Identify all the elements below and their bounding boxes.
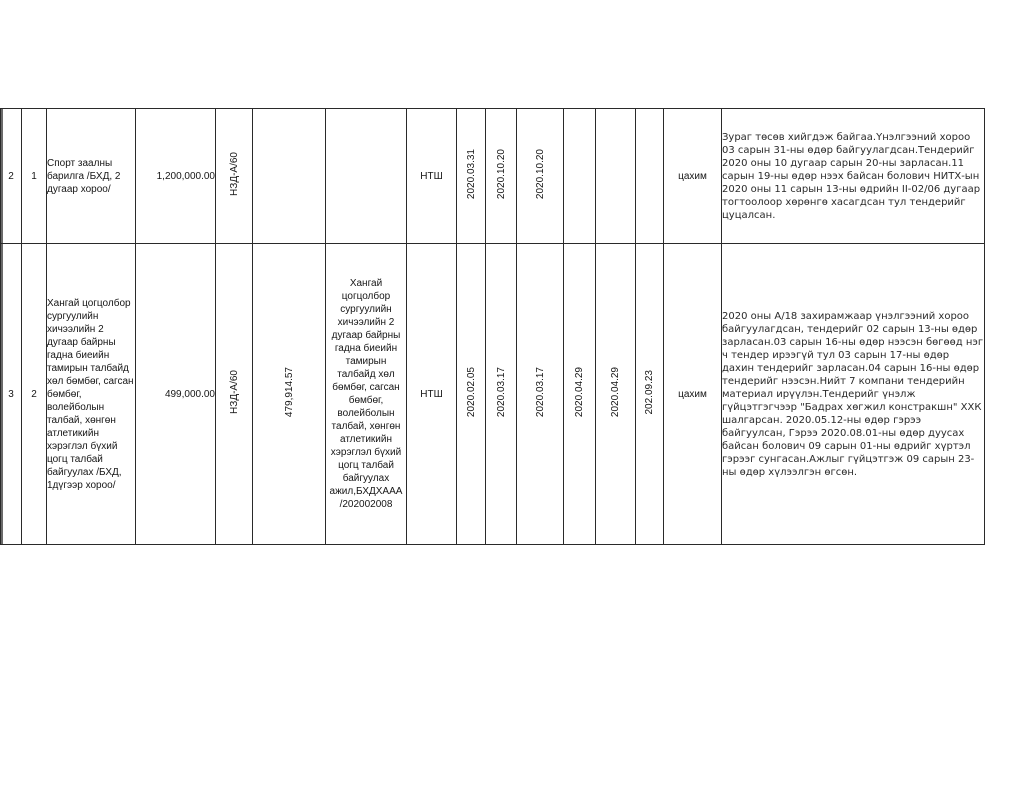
date-1: 2020.03.31 xyxy=(465,148,477,200)
order-code-cell xyxy=(216,109,253,244)
date-4: 2020.04.29 xyxy=(574,366,585,418)
date-3: 2020.10.20 xyxy=(534,148,546,200)
contract-amount-cell xyxy=(253,109,326,244)
date-6: 202.09.23 xyxy=(644,369,655,415)
order-code: НЗД-А/60 xyxy=(228,370,240,414)
procurement-mode: цахим xyxy=(664,109,722,244)
procurement-table xyxy=(0,108,985,545)
table-row xyxy=(1,244,985,545)
date-4-cell xyxy=(564,109,596,244)
date-3-cell xyxy=(517,109,564,244)
date-3-cell xyxy=(517,244,564,545)
date-5-cell xyxy=(596,109,636,244)
row-sub-number: 1 xyxy=(22,109,47,244)
date-2: 2020.03.17 xyxy=(495,366,507,418)
date-1-cell xyxy=(457,109,486,244)
date-2-cell xyxy=(486,244,517,545)
budget-amount: 499,000.00 xyxy=(136,244,216,545)
budget-amount: 1,200,000.00 xyxy=(136,109,216,244)
row-number: 2 xyxy=(1,109,22,244)
date-6-cell xyxy=(636,244,664,545)
project-name: Спорт заалны барилга /БХД, 2 дугаар хороо/ xyxy=(47,109,136,244)
status-note: Зураг төсөв хийгдэж байгаа.Үнэлгээний хороо 03 сарын 31-ны өдөр байгуулагдсан.Тендерийг 2020 оны 10 дугаар сарын 20-ны зарласан.11 сарын 19-ны өдөр нээх байсан болович НИТХ-ын 2020 оны 11 сарын 13-ны өдрийн II-02/06 дугаар тогтоолоор хөрөнгө хасагдсан тул тендерийг цуцалсан. xyxy=(722,109,985,244)
date-3: 2020.03.17 xyxy=(534,366,546,418)
order-code: НЗД-А/60 xyxy=(228,152,240,196)
procurement-method: НТШ xyxy=(407,109,457,244)
status-note: 2020 оны А/18 захирамжаар үнэлгээний хороо байгуулагдсан, тендерийг 02 сарын 13-ны өдөр зарласан.03 сарын 16-ны өдөр нээсэн бөгөөд нэг ч тендер ирээгүй тул 03 сарын 17-ны өдөр дахин тендерийг зарласан.04 сарын 16-ны өдөр тендерийг нээсэн.Нийт 7 компани тендерийн материал ирүүлэн.Тендерийг үнэлж гүйцэтгэгчээр "Бадрах хөгжил констракшн" ХХК шалгарсан. 2020.05.12-ны өдөр гэрээ байгуулсан, Гэрээ 2020.08.01-ны өдөр дуусах байсан болович 09 сарын 01-ны өдрийг хүртэл гэрээг сунгасан.Ажлыг гүйцэтгэж 09 сарын 23-ны өдөр хүлээлгэн өгсөн. xyxy=(722,244,985,545)
row-number: 3 xyxy=(1,244,22,545)
date-1-cell xyxy=(457,244,486,545)
date-1: 2020.02.05 xyxy=(465,366,477,418)
order-code-cell xyxy=(216,244,253,545)
date-4-cell xyxy=(564,244,596,545)
date-5: 2020.04.29 xyxy=(610,366,621,418)
procurement-mode: цахим xyxy=(664,244,722,545)
contract-description: Хангай цогцолбор сургуулийн хичээлийн 2 дугаар байрны гадна биеийн тамирын талбайд хөл бөмбөг, сагсан бөмбөг, волейболын талбай, хөнгөн атлетикийн хэрэглэл бүхий цогц талбай байгуулах ажил,БХДХААА /202002008 xyxy=(326,244,407,545)
row-sub-number: 2 xyxy=(22,244,47,545)
project-name: Хангай цогцолбор сургуулийн хичээлийн 2 дугаар байрны гадна биеийн тамирын талбайд хөл бөмбөг, сагсан бөмбөг, волейболын талбай, хөнгөн атлетикийн хэрэглэл бүхий цогц талбай байгуулах /БХД, 1дүгээр хороо/ xyxy=(47,244,136,545)
date-2: 2020.10.20 xyxy=(495,148,507,200)
date-2-cell xyxy=(486,109,517,244)
contract-amount: 479,914.57 xyxy=(283,366,295,418)
procurement-method: НТШ xyxy=(407,244,457,545)
date-5-cell xyxy=(596,244,636,545)
table-row xyxy=(1,109,985,244)
contract-amount-cell xyxy=(253,244,326,545)
contract-description xyxy=(326,109,407,244)
date-6-cell xyxy=(636,109,664,244)
